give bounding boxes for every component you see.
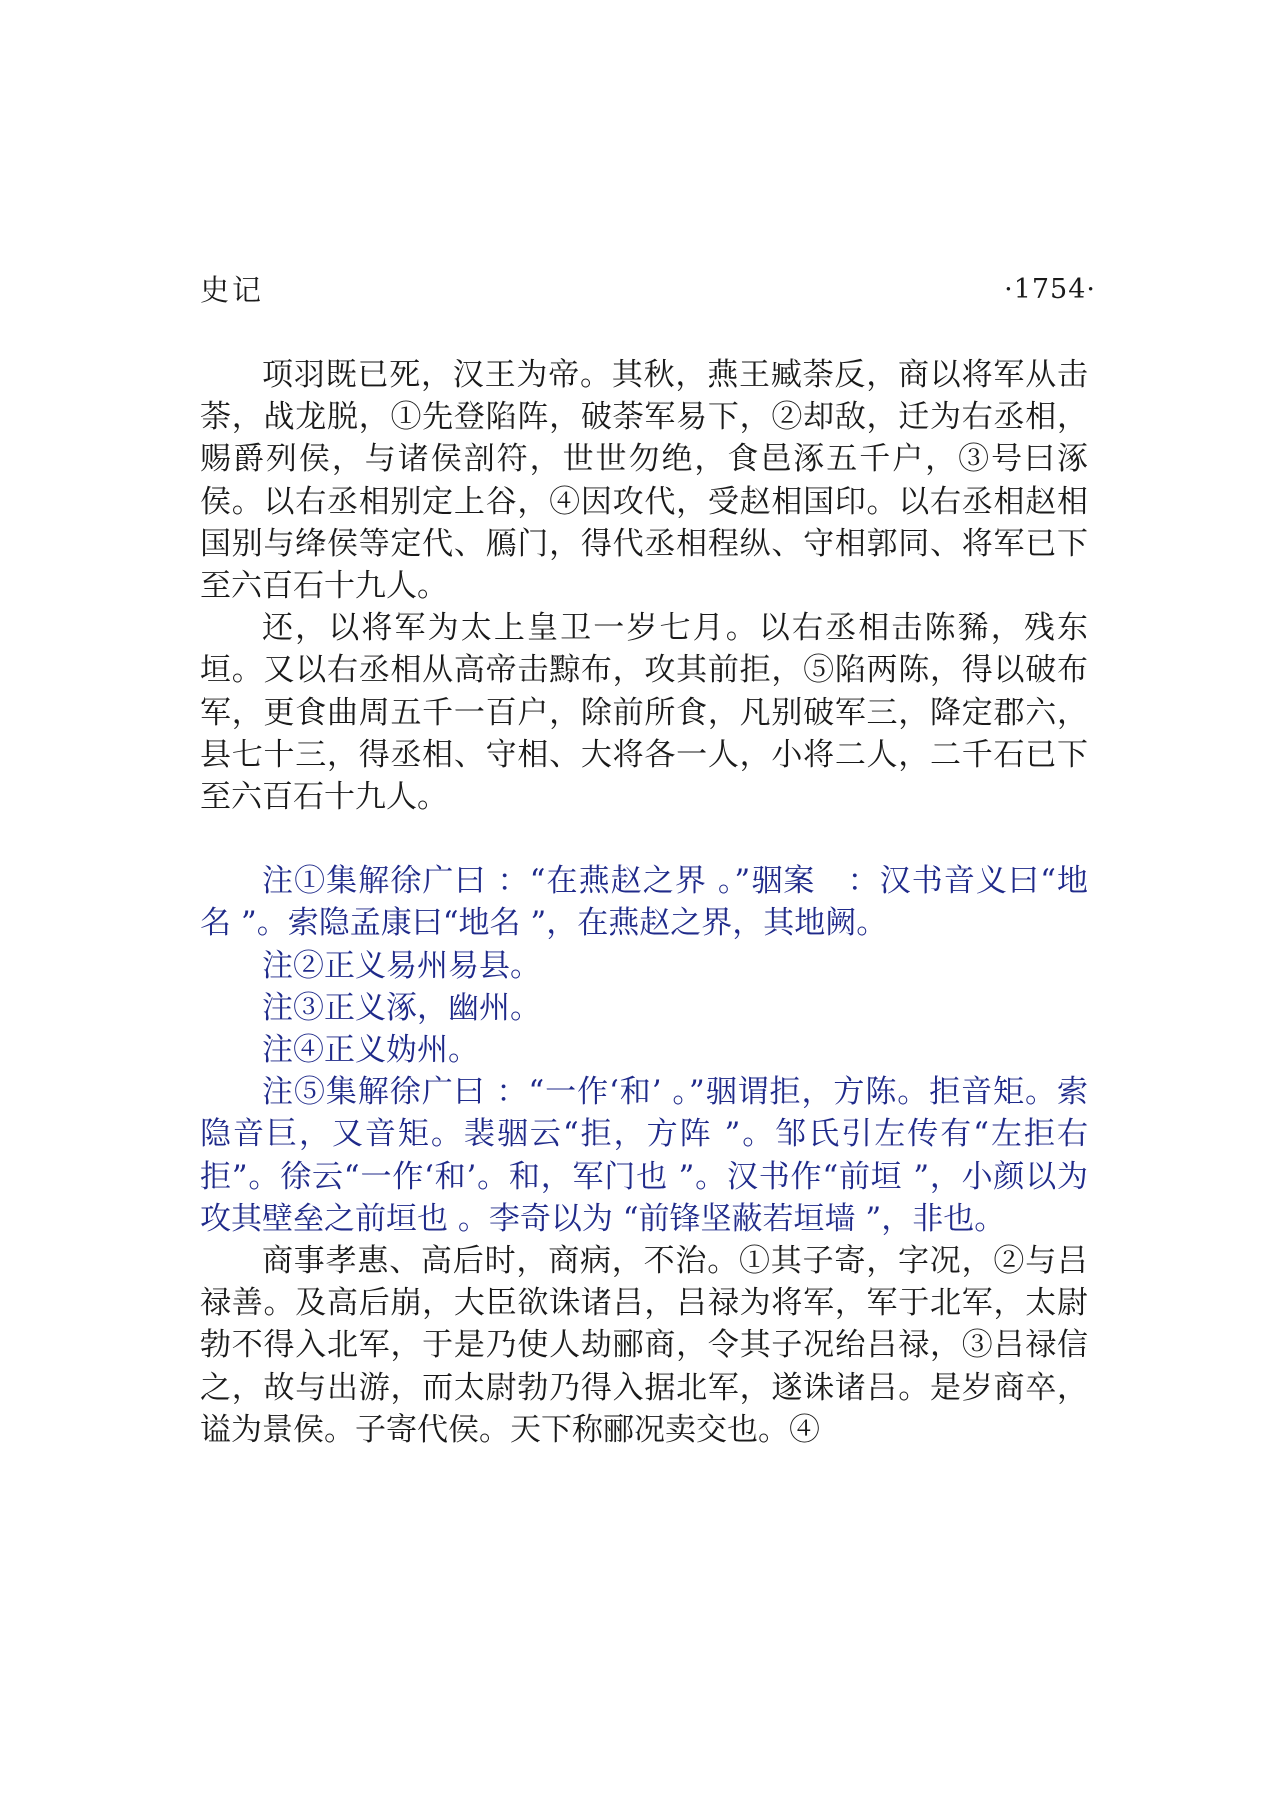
annotation-notes bbox=[200, 860, 1088, 1240]
body-paragraph: 项羽既已死，汉王为帝。其秋，燕王臧荼反，商以将军从击荼，战龙脱，①先登陷阵，破荼军易下，②却敌，迁为右丞相，赐爵列侯，与诸侯剖符，世世勿绝，食邑涿五千户，③号曰涿侯。以右丞相别定上谷，④因攻代，受赵相国印。以右丞相赵相国别与绛侯等定代、鴈门，得代丞相程纵、守相郭同、将军已下至六百石十九人。 bbox=[200, 357, 1088, 605]
section-gap bbox=[200, 818, 1088, 860]
book-title: 史记 bbox=[200, 273, 265, 307]
annotation-note: 注⑤集解徐广曰 ：“一作‘和’ 。”骃谓拒，方陈。拒音矩。索隐音巨，又音矩。裴骃云“拒，方阵 ”。邹氏引左传有“左拒右拒”。徐云“一作‘和’。和，军门也 ”。汉书作“前垣 ”，小颜以为攻其壁垒之前垣也 。李奇以为 “前锋坚蔽若垣墙 ”，非也。 bbox=[200, 1074, 1088, 1237]
annotation-note: 注②正义易州易县。 bbox=[262, 947, 541, 984]
page-body bbox=[200, 354, 1088, 1451]
annotation-note: 注③正义涿，幽州。 bbox=[262, 989, 541, 1026]
page-number: ·1754· bbox=[1004, 274, 1096, 305]
body-paragraph: 还，以将军为太上皇卫一岁七月。以右丞相击陈豨，残东垣。又以右丞相从高帝击黥布，攻其前拒，⑤陷两陈，得以破布军，更食曲周五千一百户，除前所食，凡别破军三，降定郡六，县七十三，得丞相、守相、大将各一人，小将二人，二千石已下至六百石十九人。 bbox=[200, 610, 1088, 816]
page-header bbox=[200, 268, 1096, 312]
body-paragraph: 商事孝惠、高后时，商病，不治。①其子寄，字况，②与吕禄善。及高后崩，大臣欲诛诸吕，吕禄为将军，军于北军，太尉勃不得入北军，于是乃使人劫郦商，令其子况绐吕禄，③吕禄信之，故与出游，而太尉勃乃得入据北军，遂诛诸吕。是岁商卒，谥为景侯。子寄代侯。天下称郦况卖交也。④ bbox=[200, 1243, 1088, 1448]
annotation-note: 注①集解徐广曰 ：“在燕赵之界 。”骃案 ：汉书音义曰“地名 ”。索隐孟康曰“地名 ”，在燕赵之界，其地阙。 bbox=[200, 863, 1088, 942]
annotation-note: 注④正义妫州。 bbox=[262, 1032, 479, 1069]
